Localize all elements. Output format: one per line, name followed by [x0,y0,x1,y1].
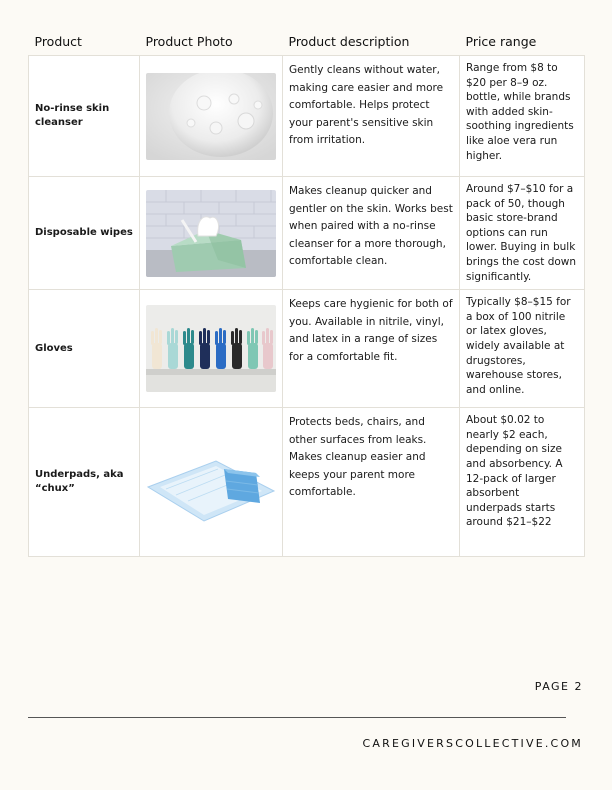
product-price: Typically $8–$15 for a box of 100 nitrile or latex gloves, widely available at drugstores, warehouse stores, and online. [460,290,585,408]
header-product-description: Product description [288,34,410,49]
product-price: About $0.02 to nearly $2 each, depending on size and absorbency. A 12-pack of larger absorbent underpads starts around $21–$22 [460,408,585,557]
product-photo-cell [140,177,283,290]
wipes-package-image [146,190,276,277]
table-row [29,56,585,177]
gloves-image [146,305,276,392]
product-price: Range from $8 to $20 per 8–9 oz. bottle, while brands with added skin-soothing ingredients like aloe vera run higher. [460,56,585,177]
product-price: Around $7–$10 for a pack of 50, though basic store-brand options can run lower. Buying in bulk brings the cost down significantly. [460,177,585,290]
table-row [29,408,585,557]
header-product: Product [34,34,82,49]
product-description: Protects beds, chairs, and other surfaces from leaks. Makes cleanup easier and keeps your parent more comfortable. [283,408,460,557]
foam-image [146,73,276,160]
table-header-row [29,30,585,56]
table-row [29,290,585,408]
product-description: Gently cleans without water, making care easier and more comfortable. Helps protect your parent's sensitive skin from irritation. [283,56,460,177]
footer-website: CAREGIVERSCOLLECTIVE.COM [362,737,583,750]
product-description: Keeps care hygienic for both of you. Available in nitrile, vinyl, and latex in a range of sizes for a comfortable fit. [283,290,460,408]
header-price-range: Price range [465,34,537,49]
product-name: Gloves [29,290,140,408]
product-photo-cell [140,56,283,177]
product-name: Disposable wipes [29,177,140,290]
product-name: No-rinse skin cleanser [29,56,140,177]
page-number: PAGE 2 [534,680,583,693]
product-photo-cell [140,408,283,557]
footer-divider [28,717,566,718]
table-row [29,177,585,290]
product-table [28,30,585,557]
product-name: Underpads, aka “chux” [29,408,140,557]
product-description: Makes cleanup quicker and gentler on the skin. Works best when paired with a no-rinse cleanser for a more thorough, comfortable clean. [283,177,460,290]
header-product-photo: Product Photo [145,34,233,49]
product-photo-cell [140,290,283,408]
underpads-image [146,439,276,526]
product-table-container [28,30,584,557]
